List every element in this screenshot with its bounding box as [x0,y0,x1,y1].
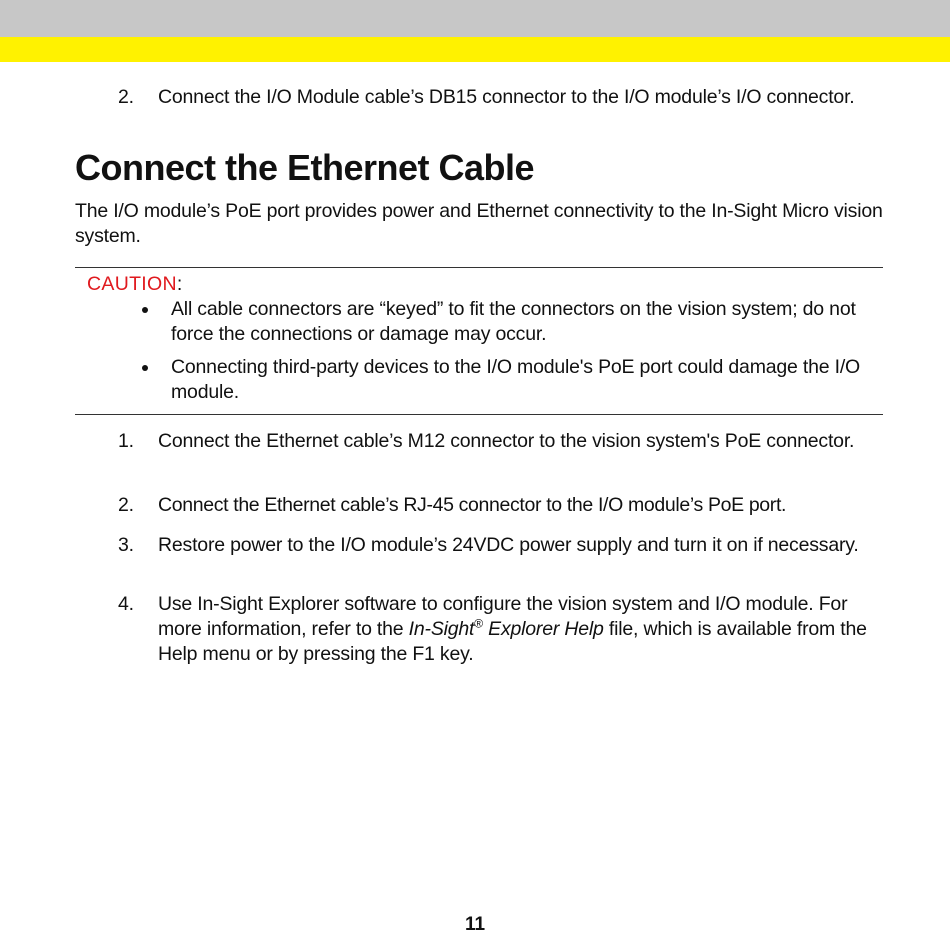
step-text-end: file, which is available from the Help menu or by pressing the F1 key. [158,618,867,665]
step-text [158,592,888,667]
step-number: 2. [118,494,134,516]
caution-label: CAUTION [87,273,177,295]
step-text: Connect the I/O Module cable’s DB15 connector to the I/O module’s I/O connector. [158,86,855,108]
help-reference-name: In-Sight [408,618,475,640]
header-yellow-band [0,37,950,62]
caution-heading [87,272,182,297]
bullet-icon [142,307,148,313]
registered-mark: ® [474,616,483,631]
page-number: 11 [464,914,486,935]
section-intro: The I/O module’s PoE port provides power and Ethernet connectivity to the In-Sight Micro vision system. [75,200,883,247]
step-text: Connect the Ethernet cable’s RJ-45 connector to the I/O module’s PoE port. [158,494,787,516]
caution-item-text: All cable connectors are “keyed” to fit the connectors on the vision system; do not force the connections or damage may occur. [171,298,856,345]
step-number: 1. [118,430,134,452]
bullet-icon [142,365,148,371]
step-text: Restore power to the I/O module’s 24VDC power supply and turn it on if necessary. [158,534,859,556]
header-gray-band [0,0,950,37]
section-heading: Connect the Ethernet Cable [75,147,535,188]
caution-colon: : [176,273,183,295]
step-number: 4. [118,593,134,615]
caution-top-rule [75,267,883,268]
help-reference-title: Explorer Help [482,618,604,640]
step-text: Connect the Ethernet cable’s M12 connector to the vision system's PoE connector. [158,430,855,452]
step-number: 2. [118,86,134,108]
caution-item-text: Connecting third-party devices to the I/O module's PoE port could damage the I/O module. [171,356,861,403]
step-number: 3. [118,534,134,556]
caution-bottom-rule [75,414,883,415]
step-text-start: Use In-Sight Explorer software to configure the vision system and I/O module. For more information, refer to the [158,593,848,640]
